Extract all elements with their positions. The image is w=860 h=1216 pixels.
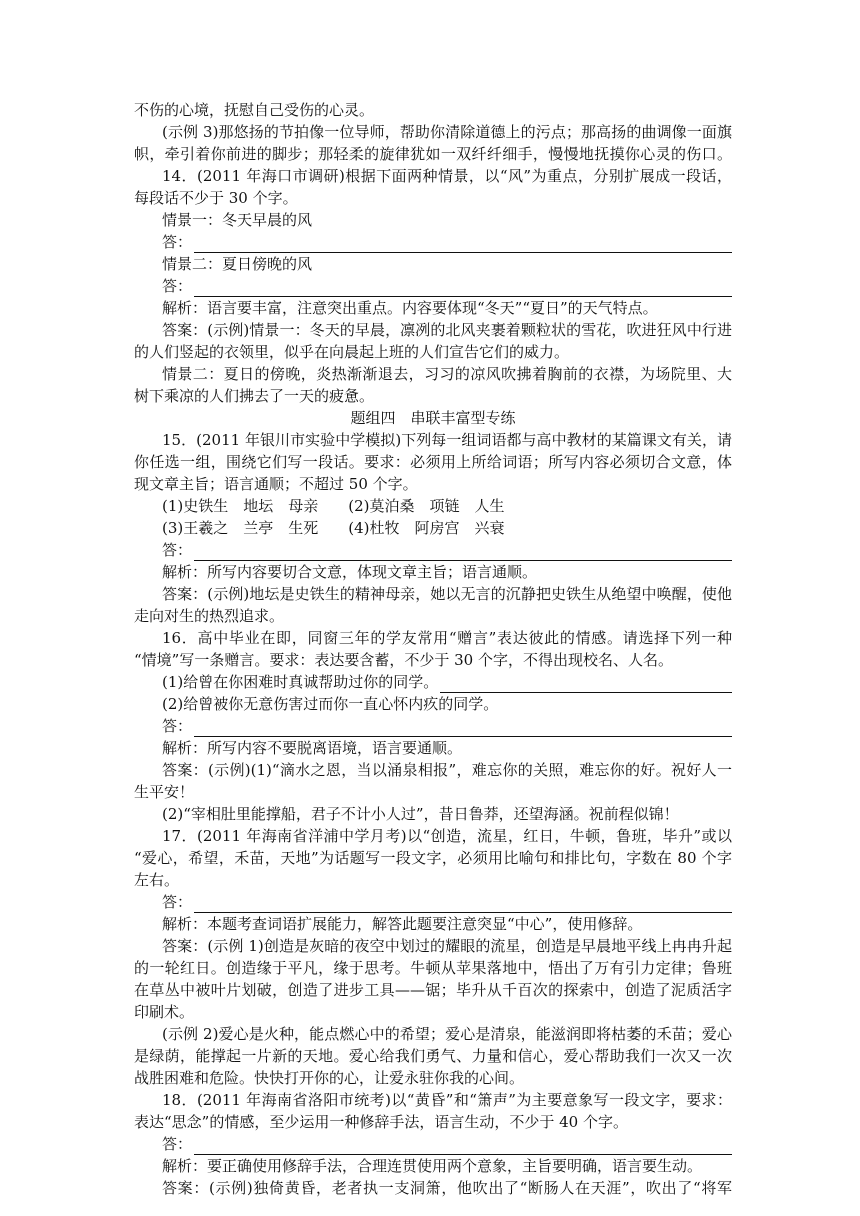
answer-line	[162, 715, 732, 737]
answer-label: 答：	[162, 277, 193, 295]
option-line: (2)给曾被你无意伤害过而你一直心怀内疚的同学。	[162, 695, 499, 713]
text-line: (示例 3)那悠扬的节拍像一位导师，帮助你清除道德上的污点；那高扬的曲调像一面旗	[162, 123, 732, 141]
answer-label: 答：	[162, 233, 193, 251]
text-line: 解析：所写内容不要脱离语境，语言要通顺。	[162, 739, 463, 757]
answer-line	[162, 1133, 732, 1155]
text-line: (2)“宰相肚里能撑船，君子不计小人过”，昔日鲁莽，还望海涵。祝前程似锦！	[162, 805, 679, 823]
text-line: 你任选一组，围绕它们写一段话。要求：必须用上所给词语；所写内容必须切合文意，体	[134, 453, 732, 471]
text-line: 情景一：冬天早晨的风	[162, 211, 313, 229]
answer-blank[interactable]	[194, 721, 732, 737]
answer-label: 答：	[162, 541, 193, 559]
text-line: 情景二：夏日的傍晚，炎热渐渐退去，习习的凉风吹拂着胸前的衣襟，为场院里、大	[162, 365, 732, 383]
text-line: 情景二：夏日傍晚的风	[162, 255, 313, 273]
text-line: 解析：语言要丰富，注意突出重点。内容要体现“冬天”“夏日”的天气特点。	[162, 299, 658, 317]
question-18-line: 18．(2011 年海南省洛阳市统考)以“黄昏”和“箫声”为主要意象写一段文字，要求：	[162, 1091, 732, 1109]
answer-label: 答：	[162, 1135, 193, 1153]
answer-label: 答：	[162, 717, 193, 735]
text-line: 答案：(示例)情景一：冬天的早晨，凛冽的北风夹裹着颗粒状的雪花，吹进狂风中行进	[162, 321, 732, 339]
answer-blank[interactable]	[194, 1139, 732, 1155]
text-line: 的人们竖起的衣领里，似乎在向晨起上班的人们宣告它们的威力。	[134, 343, 570, 361]
answer-blank[interactable]	[440, 677, 732, 693]
text-line: “爱心，希望，禾苗，天地”为话题写一段文字，必须用比喻句和排比句，字数在 80 个字	[134, 849, 732, 867]
text-line: (示例 2)爱心是火种，能点燃心中的希望；爱心是清泉，能滋润即将枯萎的禾苗；爱心	[162, 1025, 732, 1043]
question-17-line: 17．(2011 年海南省洋浦中学月考)以“创造，流星，红日，牛顿，鲁班，毕升”或以	[162, 827, 732, 845]
text-line: 树下乘凉的人们拂去了一天的疲惫。	[134, 387, 375, 405]
text-line: 答案：(示例)地坛是史铁生的精神母亲，她以无言的沉静把史铁生从绝望中唤醒，使他	[162, 585, 732, 603]
answer-blank[interactable]	[194, 281, 732, 297]
answer-blank[interactable]	[194, 897, 732, 913]
option-line: (3)王羲之 兰亭 生死 (4)杜牧 阿房宫 兴衰	[162, 519, 505, 537]
text-line: 每段话不少于 30 个字。	[134, 189, 298, 207]
answer-line	[162, 231, 732, 253]
option-line-blank	[162, 671, 732, 693]
text-line: 左右。	[134, 871, 180, 889]
text-line: 不伤的心境，抚慰自己受伤的心灵。	[134, 101, 375, 119]
text-line: 的一轮红日。创造缘于平凡，缘于思考。牛顿从苹果落地中，悟出了万有引力定律；鲁班	[134, 959, 732, 977]
question-16-line: 16．高中毕业在即，同窗三年的学友常用“赠言”表达彼此的情感。请选择下列一种	[162, 629, 732, 647]
text-line: 帜，牵引着你前进的脚步；那轻柔的旋律犹如一双纤纤细手，慢慢地抚摸你心灵的伤口。	[134, 145, 732, 163]
answer-label: 答：	[162, 893, 193, 911]
text-line: 在草丛中被叶片划破，创造了进步工具——锯；毕升从千百次的探索中，创造了泥质活字	[134, 981, 732, 999]
text-line: 解析：要正确使用修辞手法，合理连贯使用两个意象，主旨要明确，语言要生动。	[162, 1157, 703, 1175]
answer-blank[interactable]	[194, 545, 732, 561]
text-line: “情境”写一条赠言。要求：表达要含蓄，不少于 30 个字，不得出现校名、人名。	[134, 651, 673, 669]
answer-blank[interactable]	[194, 237, 732, 253]
section-heading: 题组四 串联丰富型专练	[350, 409, 516, 427]
text-line: 答案：(示例)(1)“滴水之恩，当以涌泉相报”，难忘你的关照，难忘你的好。祝好人一	[162, 761, 732, 779]
question-15-line: 15．(2011 年银川市实验中学模拟)下列每一组词语都与高中教材的某篇课文有关，请	[162, 431, 732, 449]
text-line: 解析：本题考查词语扩展能力，解答此题要注意突显“中心”，使用修辞。	[162, 915, 643, 933]
text-line: 印刷术。	[134, 1003, 195, 1021]
text-line: 答案：(示例 1)创造是灰暗的夜空中划过的耀眼的流星，创造是早晨地平线上冉冉升起	[162, 937, 732, 955]
question-14-line: 14．(2011 年海口市调研)根据下面两种情景，以“风”为重点，分别扩展成一段话，	[162, 167, 732, 185]
text-line: 表达“思念”的情感，至少运用一种修辞手法，语言生动，不少于 40 个字。	[134, 1113, 628, 1131]
text-line: 答案：(示例)独倚黄昏，老者执一支洞箫，他吹出了“断肠人在天涯”，吹出了“将军	[162, 1179, 732, 1197]
text-line: 是绿荫，能撑起一片新的天地。爱心给我们勇气、力量和信心，爱心帮助我们一次又一次	[134, 1047, 732, 1065]
answer-line	[162, 275, 732, 297]
option-line: (1)史铁生 地坛 母亲 (2)莫泊桑 项链 人生	[162, 497, 505, 515]
text-line: 走向对生的热烈追求。	[134, 607, 285, 625]
text-line: 解析：所写内容要切合文意，体现文章主旨；语言通顺。	[162, 563, 538, 581]
text-line: 现文章主旨；语言通顺；不超过 50 个字。	[134, 475, 418, 493]
answer-line	[162, 539, 732, 561]
option-label: (1)给曾在你困难时真诚帮助过你的同学。	[162, 673, 439, 691]
text-line: 战胜困难和危险。快快打开你的心，让爱永驻你我的心间。	[134, 1069, 525, 1087]
answer-line	[162, 891, 732, 913]
text-line: 生平安！	[134, 783, 195, 801]
